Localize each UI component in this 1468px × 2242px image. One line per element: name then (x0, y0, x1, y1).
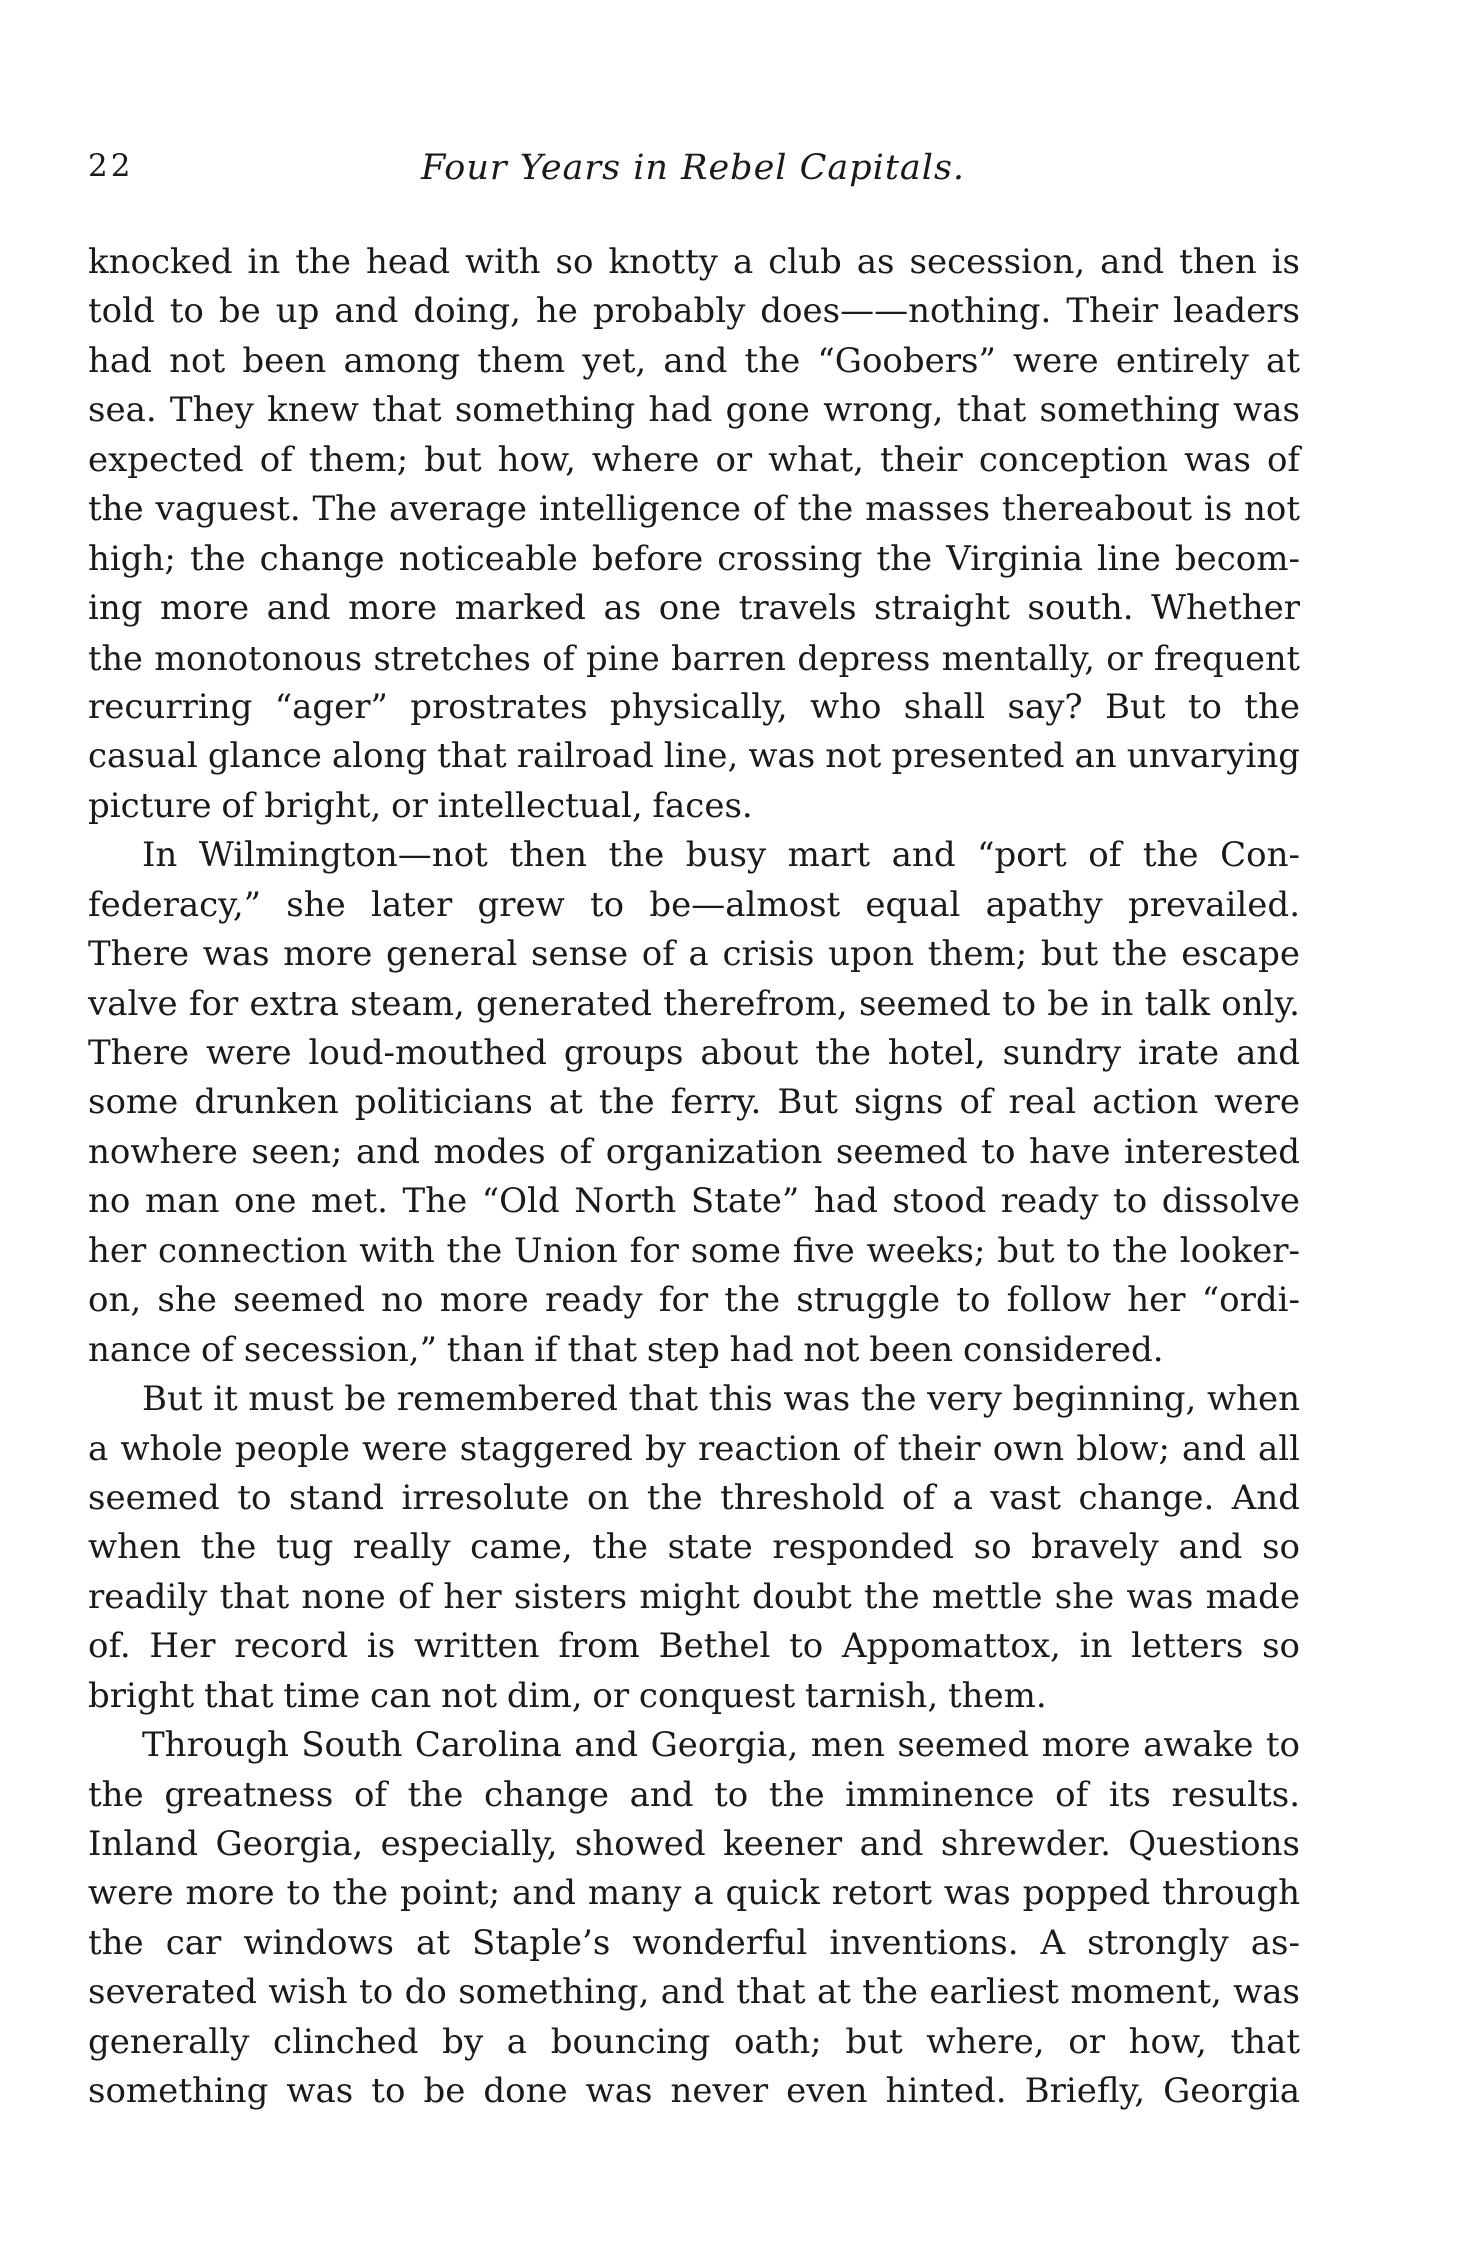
paragraph-4 (88, 1721, 1300, 2117)
body-text (88, 238, 1300, 2117)
text-line: Through South Carolina and Georgia, men seemed more awake to (142, 1725, 1300, 1766)
text-line: severated wish to do something, and that at the earliest moment, was (88, 1972, 1300, 2013)
text-line: Inland Georgia, especially, showed keener and shrewder. Questions (88, 1824, 1300, 1864)
text-line: nowhere seen; and modes of organization seemed to have interested (88, 1131, 1300, 1172)
text-line: bright that time can not dim, or conquest tarnish, them. (88, 1675, 1047, 1716)
paragraph-3 (88, 1375, 1300, 1721)
text-line: of. Her record is written from Bethel to Appomattox, in letters so (88, 1626, 1300, 1667)
text-line: when the tug really came, the state responded so bravely and so (88, 1527, 1300, 1568)
running-title: Four Years in Rebel Capitals. (420, 148, 966, 188)
text-line: federacy,” she later grew to be—almost equal apathy prevailed. (88, 884, 1300, 925)
text-line: There were loud-mouthed groups about the hotel, sundry irate and (88, 1033, 1300, 1073)
text-line: sea. They knew that something had gone wrong, that something was (88, 390, 1300, 431)
text-line: her connection with the Union for some five weeks; but to the looker- (88, 1230, 1300, 1271)
paragraph-2 (88, 831, 1300, 1375)
text-line: the greatness of the change and to the imminence of its results. (88, 1774, 1300, 1815)
text-line: In Wilmington—not then the busy mart and “port of the Con- (142, 835, 1300, 876)
text-line: ing more and more marked as one travels straight south. Whether (88, 588, 1300, 629)
text-line: high; the change noticeable before crossing the Virginia line becom- (88, 538, 1300, 579)
text-line: had not been among them yet, and the “Goobers” were entirely at (88, 340, 1300, 381)
text-line: recurring “ager” prostrates physically, who shall say? But to the (88, 686, 1300, 727)
text-line: valve for extra steam, generated therefrom, seemed to be in talk only. (88, 983, 1300, 1024)
text-line: the monotonous stretches of pine barren depress mentally, or frequent (88, 638, 1300, 678)
text-line: were more to the point; and many a quick retort was popped through (88, 1873, 1300, 1914)
text-line: There was more general sense of a crisis upon them; but the escape (88, 934, 1300, 975)
text-line: But it must be remembered that this was the very beginning, when (142, 1379, 1300, 1420)
text-line: knocked in the head with so knotty a club as secession, and then is (88, 242, 1300, 282)
text-line: expected of them; but how, where or what, their conception was of (88, 439, 1300, 480)
text-line: no man one met. The “Old North State” had stood ready to dissolve (88, 1181, 1300, 1222)
text-line: the vaguest. The average intelligence of the masses thereabout is not (88, 489, 1300, 530)
text-line: readily that none of her sisters might doubt the mettle she was made (88, 1576, 1300, 1617)
text-line: a whole people were staggered by reaction of their own blow; and all (88, 1428, 1300, 1469)
text-line: something was to be done was never even hinted. Briefly, Georgia (88, 2071, 1300, 2112)
text-line: told to be up and doing, he probably does——nothing. Their leaders (88, 291, 1300, 332)
text-line: casual glance along that railroad line, was not presented an unvarying (88, 736, 1300, 777)
paragraph-1 (88, 238, 1300, 831)
text-line: generally clinched by a bouncing oath; but where, or how, that (88, 2021, 1300, 2062)
text-line: nance of secession,” than if that step had not been considered. (88, 1329, 1164, 1370)
text-line: on, she seemed no more ready for the struggle to follow her “ordi- (88, 1280, 1300, 1321)
text-line: the car windows at Staple’s wonderful inventions. A strongly as- (88, 1922, 1300, 1963)
page-number: 22 (88, 148, 134, 184)
text-line: seemed to stand irresolute on the threshold of a vast change. And (88, 1477, 1300, 1518)
text-line: picture of bright, or intellectual, faces. (88, 785, 753, 826)
text-line: some drunken politicians at the ferry. But signs of real action were (88, 1082, 1300, 1123)
running-head (88, 148, 1298, 198)
